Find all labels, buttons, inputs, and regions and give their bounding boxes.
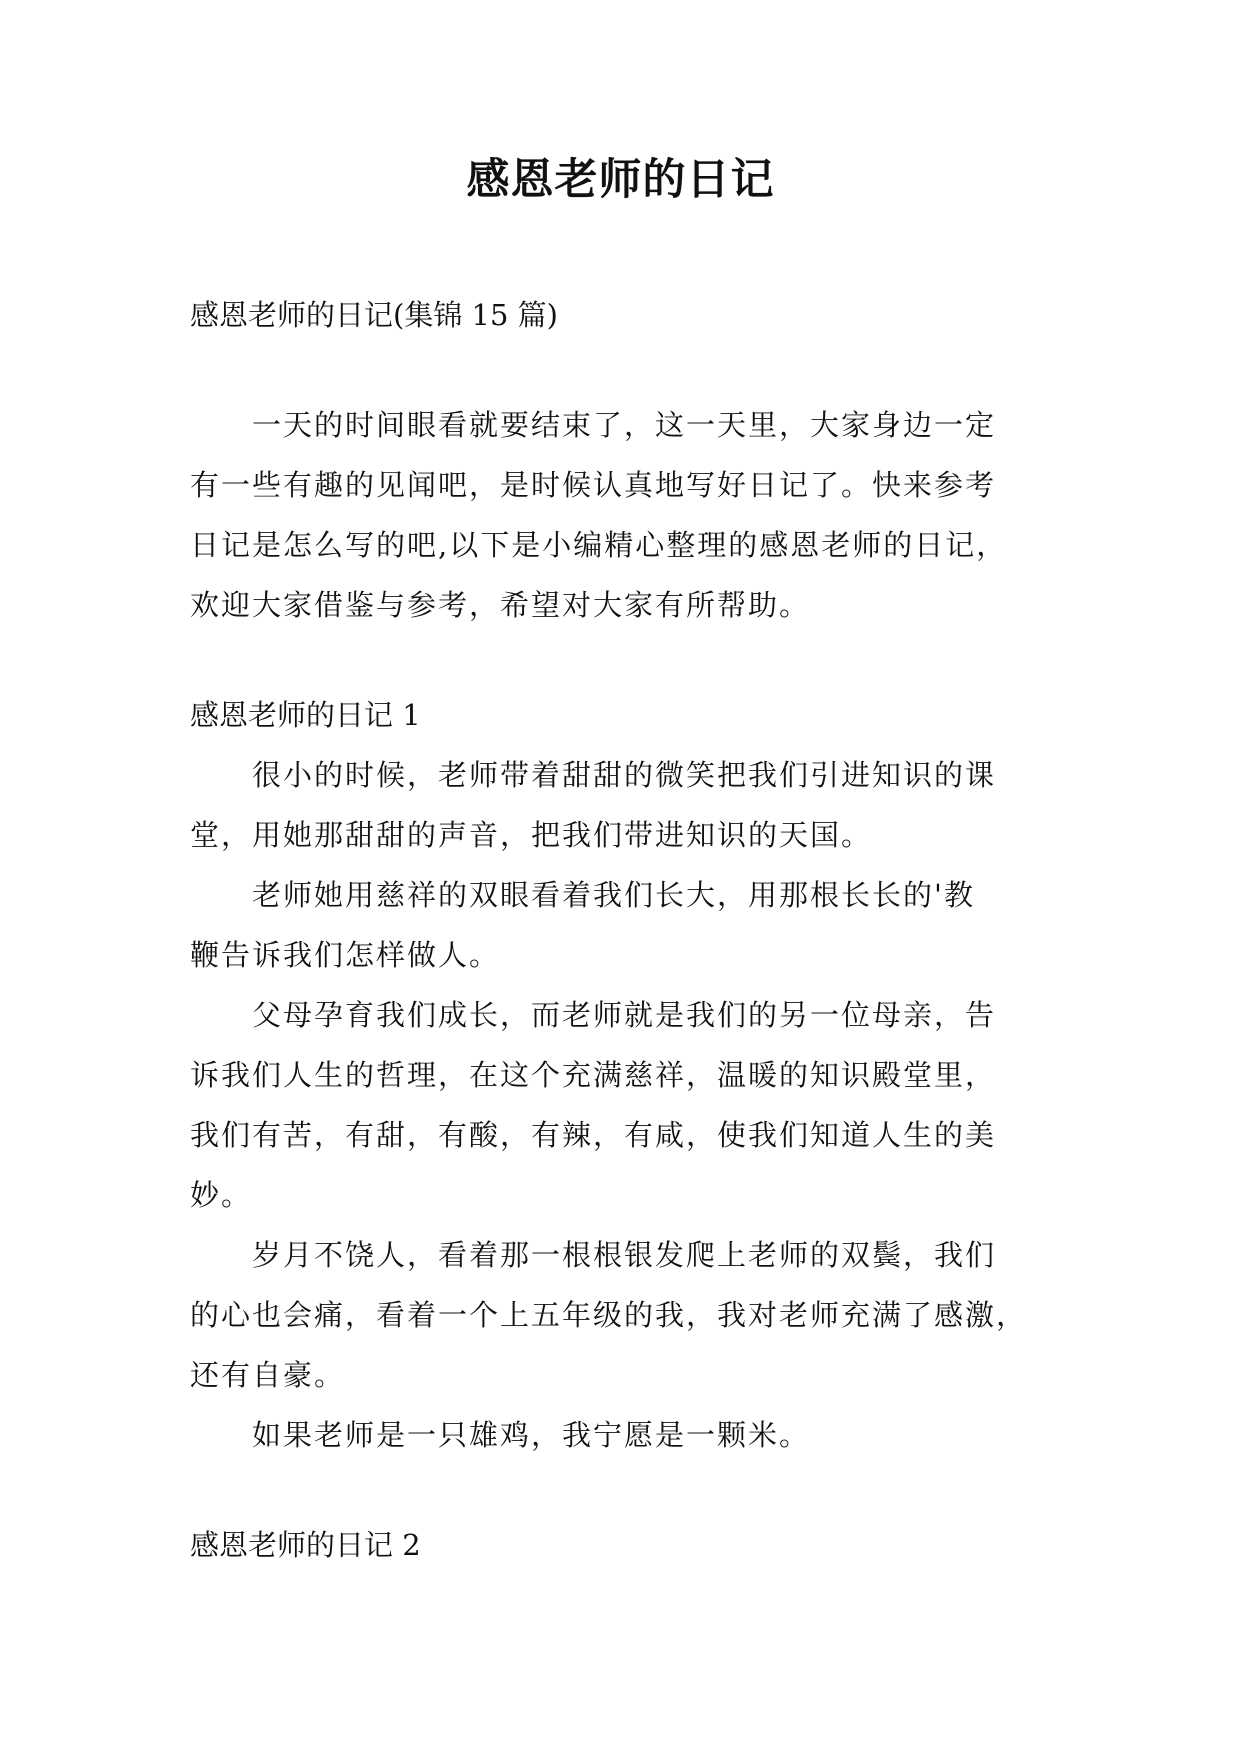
section1-paragraph-3 [190,985,1050,1225]
intro-line: 欢迎大家借鉴与参考，希望对大家有所帮助。 [190,588,811,622]
section1-paragraph-2 [190,865,1050,985]
paragraph-line: 岁月不饶人，看着那一根根银发爬上老师的双鬓，我们 [190,1238,997,1272]
document-subtitle: 感恩老师的日记(集锦 15 篇) [190,298,558,332]
intro-line: 日记是怎么写的吧,以下是小编精心整理的感恩老师的日记， [190,528,1008,562]
paragraph-line: 父母孕育我们成长，而老师就是我们的另一位母亲，告 [190,998,997,1032]
section1-paragraph-5 [190,1405,1050,1465]
section1-paragraph-4 [190,1225,1050,1405]
paragraph-line: 我们有苦，有甜，有酸，有辣，有咸，使我们知道人生的美 [190,1118,997,1152]
section-heading-1: 感恩老师的日记 1 [190,698,421,732]
document-title: 感恩老师的日记 [466,155,775,205]
section1-paragraph-1 [190,745,1050,865]
paragraph-line: 的心也会痛，看着一个上五年级的我，我对老师充满了感激， [190,1298,1028,1332]
section-heading-2: 感恩老师的日记 2 [190,1528,421,1562]
paragraph-line: 还有自豪。 [190,1358,346,1392]
paragraph-line: 妙。 [190,1178,253,1212]
paragraph-line: 老师她用慈祥的双眼看着我们长大，用那根长长的'教 [190,878,975,912]
paragraph-line: 鞭告诉我们怎样做人。 [190,938,501,972]
paragraph-line: 诉我们人生的哲理，在这个充满慈祥，温暖的知识殿堂里， [190,1058,997,1092]
intro-paragraph [190,395,1050,635]
intro-line: 一天的时间眼看就要结束了，这一天里，大家身边一定 [190,408,997,442]
paragraph-line: 堂，用她那甜甜的声音，把我们带进知识的天国。 [190,818,873,852]
intro-line: 有一些有趣的见闻吧，是时候认真地写好日记了。快来参考 [190,468,997,502]
paragraph-line: 如果老师是一只雄鸡，我宁愿是一颗米。 [190,1418,811,1452]
paragraph-line: 很小的时候，老师带着甜甜的微笑把我们引进知识的课 [190,758,997,792]
